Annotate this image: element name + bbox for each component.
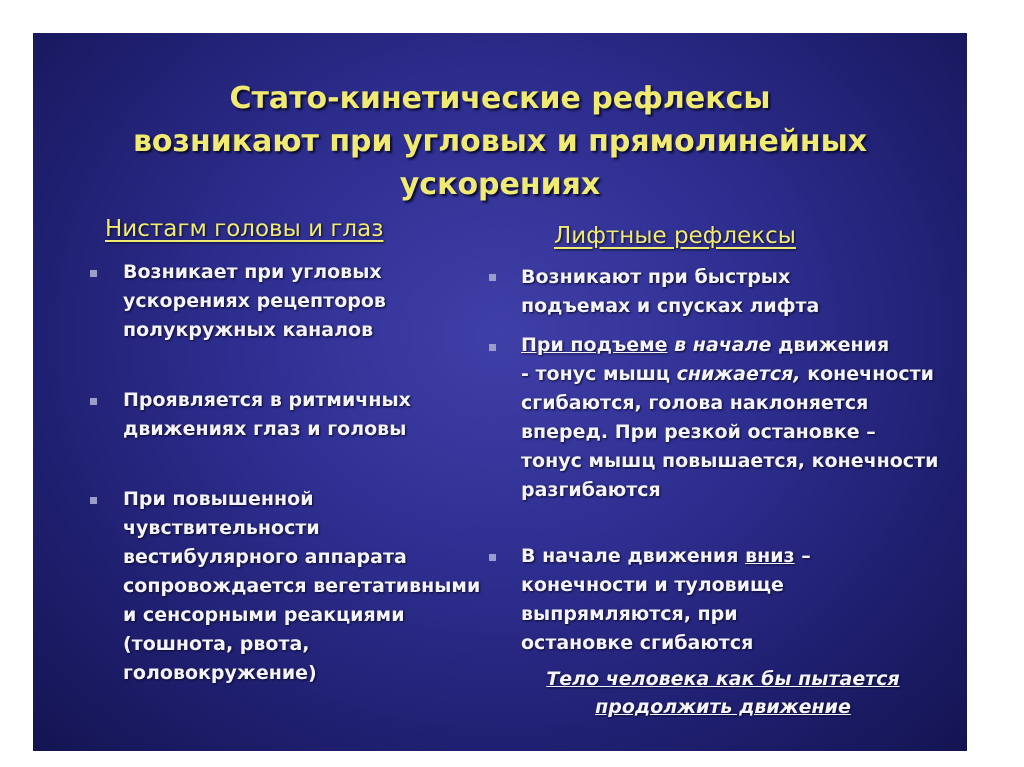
bullet-marker [489,554,496,561]
right-item-2-lead-italic: в начале [674,334,772,356]
title-line-3: ускорениях [399,167,601,202]
bullet-marker [489,344,496,351]
right-column-heading: Лифтные рефлексы [554,223,796,249]
footer-line-2: продолжить движение [595,696,851,718]
bullet-marker [489,274,496,281]
left-item-1: Возникает при угловых ускорениях рецепторов полукружных каналов [123,261,386,341]
slide [33,33,967,751]
footer-line-1: Тело человека как бы пытается [546,668,900,690]
slide-title [33,77,967,206]
bullet-marker [90,270,97,277]
title-line-1: Стато-кинетические рефлексы [229,81,771,116]
bullet-marker [90,398,97,405]
right-item-3-rest: – конечности и туловище выпрямляются, при остановке сгибаются [521,545,811,654]
right-item-3-underlined: вниз [745,545,795,567]
right-item-2 [521,331,939,505]
title-line-2: возникают при угловых и прямолинейных [132,124,868,159]
right-item-2-italic-word: снижается, [676,363,801,385]
right-item-2-lead-underlined: При подъеме [521,334,668,356]
footer-note [493,665,953,721]
left-item-2: Проявляется в ритмичных движениях глаз и головы [123,389,411,440]
left-column-heading: Нистагм головы и глаз [105,216,384,242]
right-item-2-lead-rest: движения [778,334,890,356]
right-item-2-dash-text: - тонус мышц [521,363,670,385]
left-item-3: При повышенной чувствительности вестибулярного аппарата сопровождается вегетативными и сенсорными реакциями (тошнота, рвота, головокружение) [123,488,481,684]
right-item-2-rest: конечности сгибаются, голова наклоняется вперед. При резкой остановке – тонус мышц повышается, конечности разгибаются [521,363,939,501]
right-item-3-lead: В начале движения [521,545,739,567]
bullet-marker [90,497,97,504]
right-item-3 [521,542,841,658]
right-item-1: Возникают при быстрых подъемах и спусках лифта [521,266,820,317]
